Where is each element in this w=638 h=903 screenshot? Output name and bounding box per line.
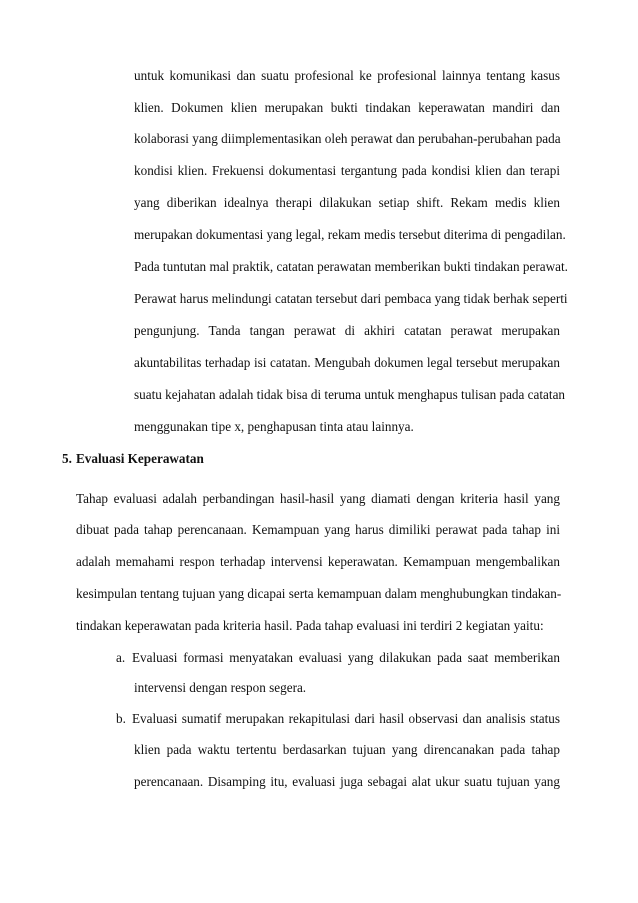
paragraph-line: Perawat harus melindungi catatan tersebut dari pembaca yang tidak berhak seperti	[134, 291, 568, 306]
paragraph-line: adalah memahami respon terhadap intervensi keperawatan. Kemampuan mengembalikan	[76, 554, 560, 569]
list-marker: b.	[116, 711, 126, 726]
paragraph-line: yang diberikan idealnya therapi dilakukan setiap shift. Rekam medis klien	[134, 195, 560, 210]
paragraph-line: Pada tuntutan mal praktik, catatan perawatan memberikan bukti tindakan perawat.	[134, 259, 568, 274]
paragraph-line: pengunjung. Tanda tangan perawat di akhiri catatan perawat merupakan	[134, 323, 560, 338]
paragraph-line: kesimpulan tentang tujuan yang dicapai serta kemampuan dalam menghubungkan tindakan-	[76, 586, 562, 601]
section-number: 5.	[62, 451, 72, 466]
list-item-line: intervensi dengan respon segera.	[134, 680, 307, 695]
paragraph-line: akuntabilitas terhadap isi catatan. Mengubah dokumen legal tersebut merupakan	[134, 355, 560, 370]
paragraph-line: dibuat pada tahap perencanaan. Kemampuan yang harus dimiliki perawat pada tahap ini	[76, 522, 560, 537]
list-item-line: klien pada waktu tertentu berdasarkan tujuan yang direncanakan pada tahap	[134, 742, 560, 757]
paragraph-line: untuk komunikasi dan suatu profesional ke profesional lainnya tentang kasus	[134, 68, 560, 83]
paragraph-line: Tahap evaluasi adalah perbandingan hasil-hasil yang diamati dengan kriteria hasil yang	[76, 491, 560, 506]
paragraph-line: suatu kejahatan adalah tidak bisa di teruma untuk menghapus tulisan pada catatan	[134, 387, 566, 402]
list-item-line: perencanaan. Disamping itu, evaluasi juga sebagai alat ukur suatu tujuan yang	[134, 774, 560, 789]
list-item-line: Evaluasi sumatif merupakan rekapitulasi dari hasil observasi dan analisis status	[132, 711, 560, 726]
paragraph-line: kondisi klien. Frekuensi dokumentasi tergantung pada kondisi klien dan terapi	[134, 163, 560, 178]
paragraph-line: klien. Dokumen klien merupakan bukti tindakan keperawatan mandiri dan	[134, 100, 560, 115]
paragraph-line: menggunakan tipe x, penghapusan tinta atau lainnya.	[134, 419, 414, 434]
paragraph-line: kolaborasi yang diimplementasikan oleh perawat dan perubahan-perubahan pada	[134, 131, 561, 146]
section-title: Evaluasi Keperawatan	[76, 451, 204, 466]
paragraph-line: merupakan dokumentasi yang legal, rekam medis tersebut diterima di pengadilan.	[134, 227, 566, 242]
list-item-line: Evaluasi formasi menyatakan evaluasi yang dilakukan pada saat memberikan	[132, 650, 560, 665]
list-marker: a.	[116, 650, 126, 665]
paragraph-line: tindakan keperawatan pada kriteria hasil. Pada tahap evaluasi ini terdiri 2 kegiatan yaitu:	[76, 618, 544, 633]
